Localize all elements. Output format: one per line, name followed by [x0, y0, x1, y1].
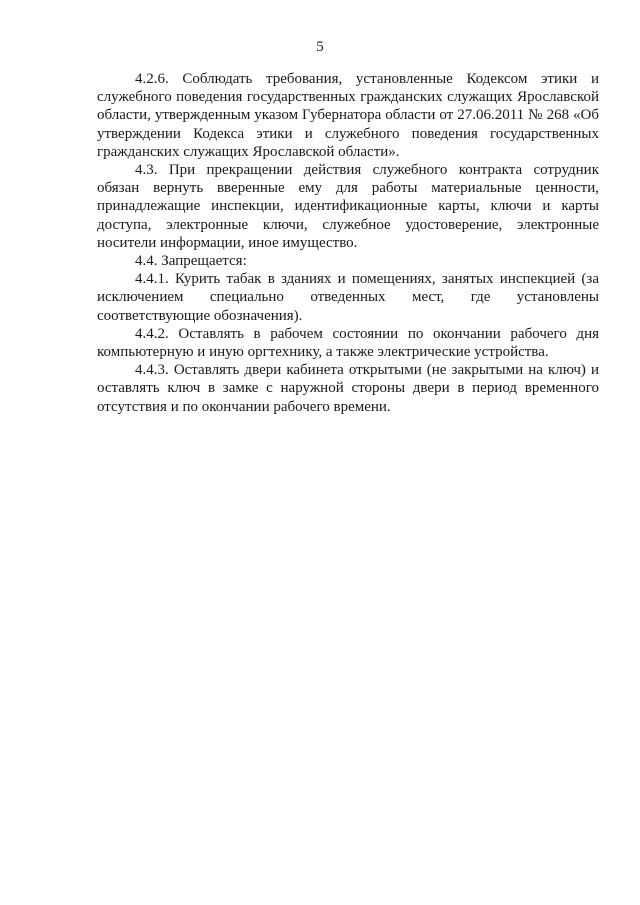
paragraph-4-4: 4.4. Запрещается:	[135, 253, 247, 270]
paragraph-4-4-3: 4.4.3. Оставлять двери кабинета открытыми (не закрытыми на ключ) и оставлять ключ в замке с наружной стороны двери в период временного отсутствия и по окончании рабочего времени.	[97, 362, 599, 415]
document-body	[97, 70, 599, 416]
paragraph-4-4-2: 4.4.2. Оставлять в рабочем состоянии по окончании рабочего дня компьютерную и иную оргтехнику, а также электрические устройства.	[97, 325, 599, 361]
page-number: 5	[316, 39, 324, 55]
paragraph-4-3: 4.3. При прекращении действия служебного контракта сотрудник обязан вернуть вверенные ему для работы материальные ценности, принадлежащие инспекции, идентификационные карты, ключи и карты доступа, электронные ключи, служебное удостоверение, электронные носители информации, иное имущество.	[97, 162, 599, 251]
paragraph-4-2-6: 4.2.6. Соблюдать требования, установленные Кодексом этики и служебного поведения государственных гражданских служащих Ярославской области, утвержденным указом Губернатора области от 27.06.2011 № 268 «Об утверждении Кодекса этики и служебного поведения государственных гражданских служащих Ярославской области».	[97, 71, 599, 160]
paragraph-4-4-1: 4.4.1. Курить табак в зданиях и помещениях, занятых инспекцией (за исключением специально отведенных мест, где установлены соответствующие обозначения).	[97, 271, 599, 324]
